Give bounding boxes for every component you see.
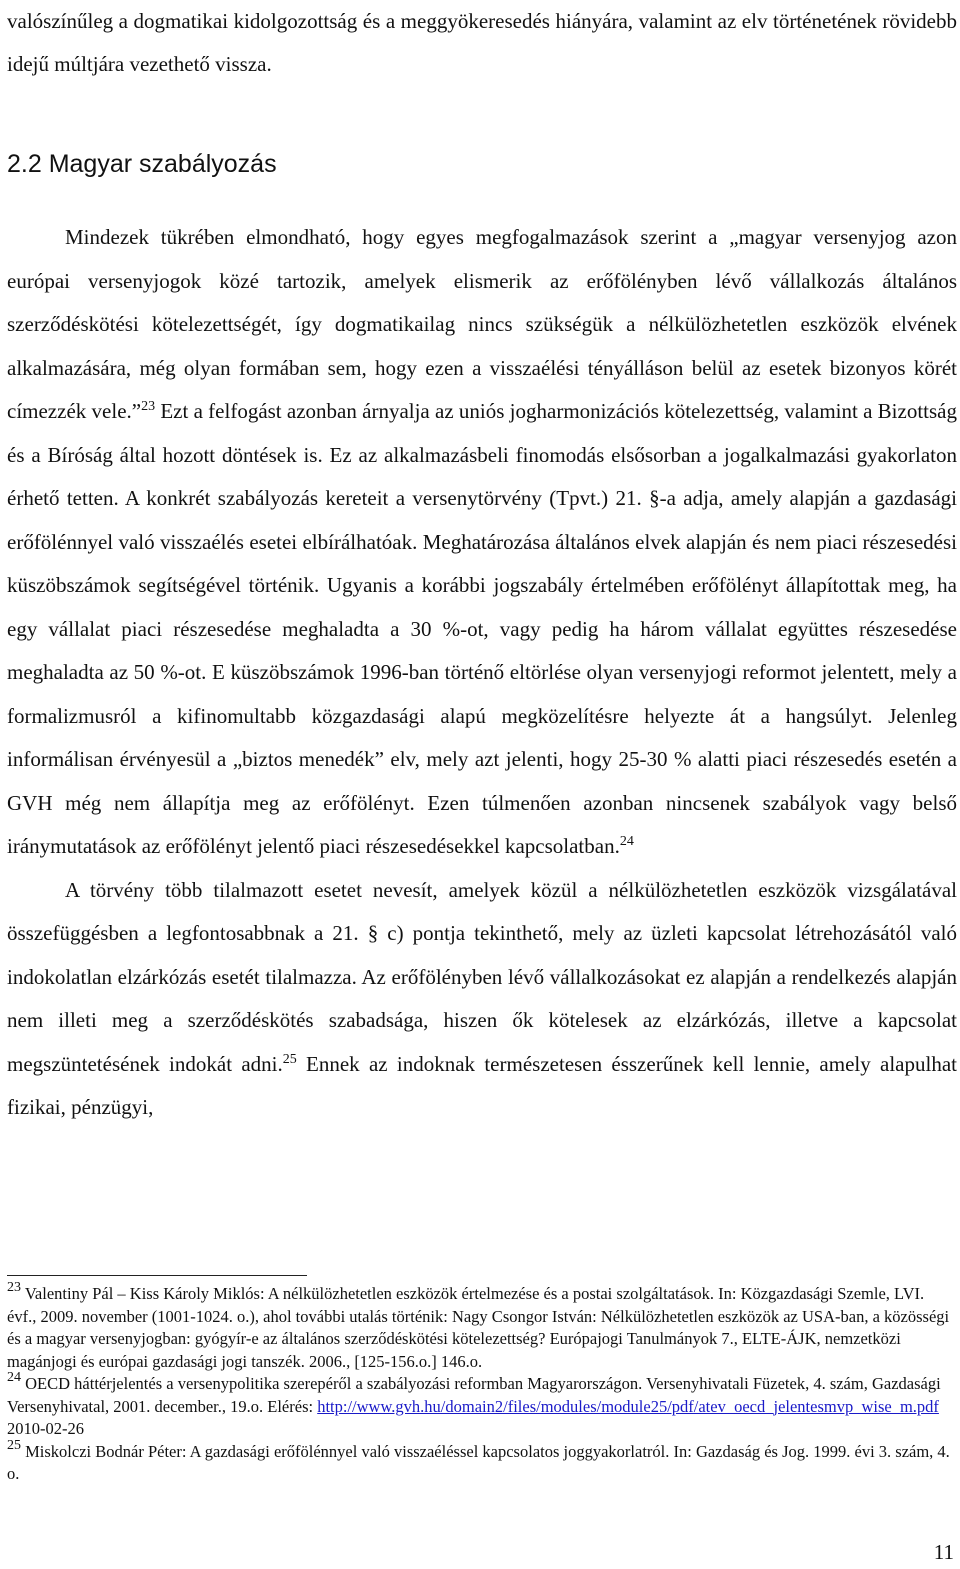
footnote-link[interactable]: http://www.gvh.hu/domain2/files/modules/module25/pdf/atev_oecd_jelentesmvp_wise_m.pdf [317,1396,939,1416]
footnote-ref[interactable]: 23 [141,399,156,414]
footnote-24 [7,1370,957,1441]
footnote-separator [7,1275,307,1276]
footnote-23 [7,1280,957,1373]
section-body [7,216,957,1130]
paragraph [7,869,957,1130]
section-heading: 2.2 Magyar szabályozás [7,150,277,178]
paragraph-text: A törvény több tilalmazott esetet nevesít, amelyek közül a nélkülözhetetlen eszközök vizsgálatával összefüggésben a legfontosabbnak a 21. § c) pontja tekinthető, mely az üzleti kapcsolat létrehozásától való indokolatlan elzárkózás esetét tilalmazza. Az erőfölényben lévő vállalkozásokat ez alapján a rendelkezés alapján nem illeti meg a szerződéskötés szabadsága, hiszen ők kötelesek az elzárkózás, illetve a kapcsolat megszüntetésének indokát adni. [7,877,957,1076]
intro-paragraph [7,0,957,86]
footnote-text: OECD háttérjelentés a versenypolitika szerepéről a szabályozási reformban Magyarországon. Versenyhivatali Füzetek, 4. szám, Gazdasági Versenyhivatal, 2001. december., 19.o. Elérés: [7,1374,941,1416]
page-number: 11 [933,1540,954,1564]
footnote-text: Miskolczi Bodnár Péter: A gazdasági erőfölénnyel való visszaéléssel kapcsolatos joggyakorlatról. In: Gazdaság és Jog. 1999. évi 3. szám, 4. o. [7,1441,950,1483]
footnote-number: 24 [7,1370,21,1385]
footnote-number: 25 [7,1437,21,1453]
footnote-date: 2010-02-26 [7,1419,84,1438]
intro-text: valószínűleg a dogmatikai kidolgozottság és a meggyökeresedés hiányára, valamint az elv történetének rövidebb idejű múltjára vezethető vissza. [7,9,957,76]
footnote-text: Valentiny Pál – Kiss Károly Miklós: A nélkülözhetetlen eszközök értelmezése és a postai szolgáltatások. In: Közgazdasági Szemle, LVI. évf., 2009. november (1001-1024. o.), ahol további utalás történik: Nagy Csongor István: Nélkülözhetetlen eszközök az USA-ban, a közösségi és a magyar versenyjogban: gyógyír-e az általános szerződéskötési kötelezettség? Európajogi Tanulmányok 7., ELTE-ÁJK, nemzetközi magánjogi és európai gazdasági jogi tanszék. 2006., [125-156.o.] 146.o. [7,1284,950,1371]
footnote-ref[interactable]: 25 [282,1051,297,1067]
footnote-ref[interactable]: 24 [619,834,634,849]
footnote-number: 23 [7,1280,21,1295]
paragraph [7,216,957,869]
paragraph-text: Ennek az indoknak természetesen ésszerűnek kell lennie, amely alapulhat fizikai, pénzügyi, [7,1051,957,1119]
paragraph-text: Mindezek tükrében elmondható, hogy egyes megfogalmazások szerint a „magyar versenyjog azon európai versenyjogok közé tartozik, amelyek elismerik az erőfölényben lévő vállalkozás általános szerződéskötési kötelezettségét, így dogmatikailag nincs szükségük a nélkülözhetetlen eszközök elvének alkalmazására, még olyan formában sem, hogy ezen a visszaélési tényálláson belül az esetek bizonyos körét címezzék vele.” [7,225,957,423]
paragraph-text: Ezt a felfogást azonban árnyalja az uniós jogharmonizációs kötelezettség, valamint a Bizottság és a Bíróság által hozott döntések is. Ez az alkalmazásbeli finomodás elsősorban a jogalkalmazási gyakorlaton érhető tetten. A konkrét szabályozás kereteit a versenytörvény (Tpvt.) 21. §-a adja, amely alapján a gazdasági erőfölénnyel való visszaélés esetei elbírálhatóak. Meghatározása általános elvek alapján és nem piaci részesedési küszöbszámok segítségével történik. Ugyanis a korábbi jogszabály értelmében erőfölényt állapítottak meg, ha egy vállalat piaci részesedése meghaladta a 30 %-ot, vagy pedig ha három vállalat együttes részesedése meghaladta az 50 %-ot. E küszöbszámok 1996-ban történő eltörlése olyan versenyjogi reformot jelentett, mely a formalizmusról a kifinomultabb közgazdasági alapú megközelítésre helyezte át a hangsúlyt. Jelenleg informálisan érvényesül a „biztos menedék” elv, mely azt jelenti, hogy 25-30 % alatti piaci részesedés esetén a GVH még nem állapítja meg az erőfölényt. Ezen túlmenően azonban nincsenek szabályok vagy belső iránymutatások az erőfölényt jelentő piaci részesedésekkel kapcsolatban. [7,399,957,858]
footnote-25 [7,1437,957,1486]
footnotes [7,1280,957,1486]
